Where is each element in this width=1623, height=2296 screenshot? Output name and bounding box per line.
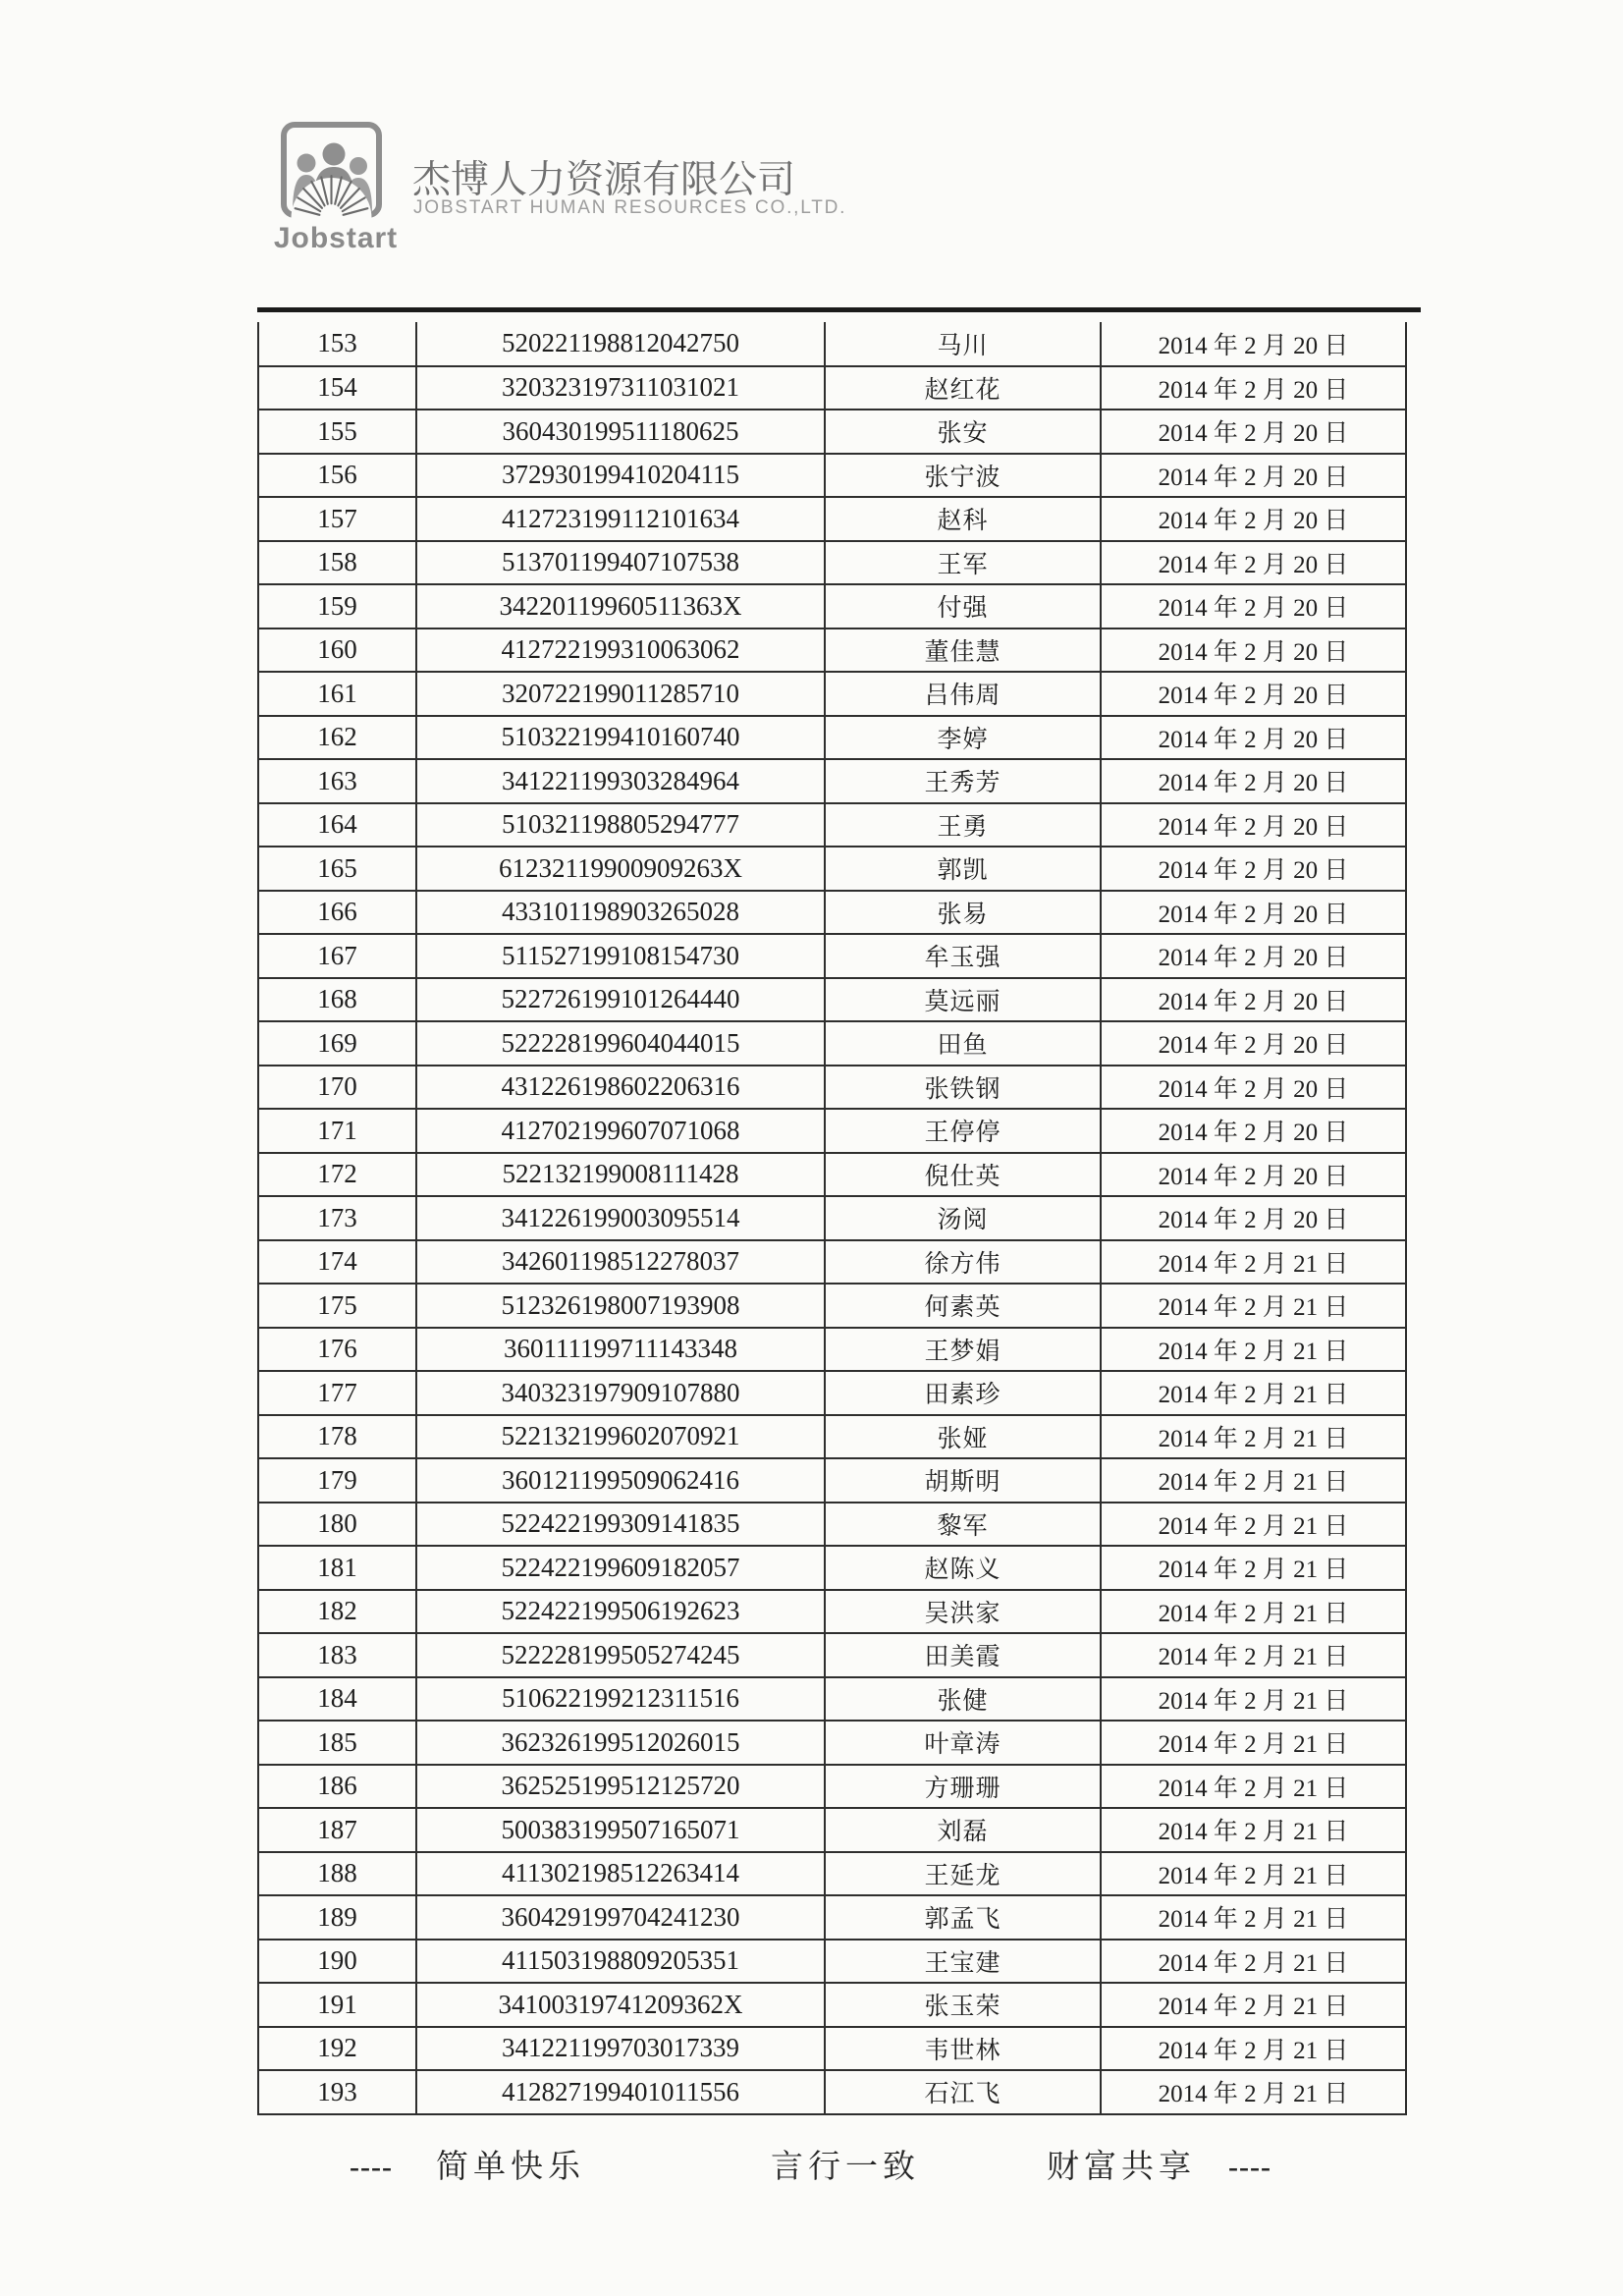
date-cell: 2014 年 2 月 21 日 — [1101, 1765, 1406, 1809]
table-row — [258, 1021, 1406, 1066]
row-number-cell: 181 — [258, 1546, 416, 1590]
row-number-cell: 171 — [258, 1109, 416, 1153]
name-cell: 刘磊 — [825, 1808, 1101, 1852]
table-row — [258, 1109, 1406, 1153]
name-cell: 王梦娟 — [825, 1328, 1101, 1372]
name-cell: 莫远丽 — [825, 978, 1101, 1022]
row-number-cell: 164 — [258, 803, 416, 847]
table-row — [258, 1633, 1406, 1677]
name-cell: 赵陈义 — [825, 1546, 1101, 1590]
id-number-cell: 362525199512125720 — [416, 1765, 825, 1809]
footer-dash-right: ---- — [1228, 2151, 1271, 2183]
row-number-cell: 190 — [258, 1940, 416, 1984]
row-number-cell: 169 — [258, 1021, 416, 1066]
name-cell: 方珊珊 — [825, 1765, 1101, 1809]
table-row — [258, 2027, 1406, 2071]
id-number-cell: 341221199703017339 — [416, 2027, 825, 2071]
date-cell: 2014 年 2 月 20 日 — [1101, 759, 1406, 803]
table-row — [258, 803, 1406, 847]
name-cell: 田素珍 — [825, 1371, 1101, 1415]
footer-slogan-3: 财富共享 — [1047, 2150, 1196, 2185]
id-number-cell: 34220119960511363X — [416, 584, 825, 629]
name-cell: 付强 — [825, 584, 1101, 629]
date-cell: 2014 年 2 月 21 日 — [1101, 1371, 1406, 1415]
table-row — [258, 1940, 1406, 1984]
date-cell: 2014 年 2 月 21 日 — [1101, 1852, 1406, 1896]
name-cell: 王勇 — [825, 803, 1101, 847]
row-number-cell: 155 — [258, 410, 416, 454]
date-cell: 2014 年 2 月 21 日 — [1101, 1503, 1406, 1547]
table-row — [258, 410, 1406, 454]
date-cell: 2014 年 2 月 20 日 — [1101, 891, 1406, 935]
company-name-en: JOBSTART HUMAN RESOURCES CO.,LTD. — [413, 197, 847, 218]
name-cell: 郭孟飞 — [825, 1895, 1101, 1940]
row-number-cell: 160 — [258, 629, 416, 673]
id-number-cell: 522228199505274245 — [416, 1633, 825, 1677]
table-row — [258, 1721, 1406, 1765]
row-number-cell: 163 — [258, 759, 416, 803]
date-cell: 2014 年 2 月 20 日 — [1101, 454, 1406, 498]
table-row — [258, 1590, 1406, 1634]
date-cell: 2014 年 2 月 20 日 — [1101, 629, 1406, 673]
date-cell: 2014 年 2 月 20 日 — [1101, 847, 1406, 891]
name-cell: 胡斯明 — [825, 1458, 1101, 1503]
footer-slogan-1: 简单快乐 — [436, 2150, 585, 2185]
date-cell: 2014 年 2 月 21 日 — [1101, 1940, 1406, 1984]
name-cell: 李婷 — [825, 716, 1101, 760]
id-number-cell: 341226199003095514 — [416, 1196, 825, 1240]
name-cell: 王宝建 — [825, 1940, 1101, 1984]
table-row — [258, 672, 1406, 716]
name-cell: 赵红花 — [825, 366, 1101, 410]
jobstart-logo-icon — [280, 121, 383, 219]
row-number-cell: 158 — [258, 541, 416, 585]
table-row — [258, 1983, 1406, 2027]
date-cell: 2014 年 2 月 20 日 — [1101, 803, 1406, 847]
table-row — [258, 847, 1406, 891]
id-number-cell: 522228199604044015 — [416, 1021, 825, 1066]
name-cell: 王秀芳 — [825, 759, 1101, 803]
footer-dash-left: ---- — [350, 2151, 393, 2183]
row-number-cell: 156 — [258, 454, 416, 498]
row-number-cell: 185 — [258, 1721, 416, 1765]
date-cell: 2014 年 2 月 20 日 — [1101, 716, 1406, 760]
id-number-cell: 510321198805294777 — [416, 803, 825, 847]
table-row — [258, 366, 1406, 410]
row-number-cell: 179 — [258, 1458, 416, 1503]
table-row — [258, 934, 1406, 978]
date-cell: 2014 年 2 月 20 日 — [1101, 410, 1406, 454]
id-number-cell: 522132199008111428 — [416, 1153, 825, 1197]
row-number-cell: 186 — [258, 1765, 416, 1809]
row-number-cell: 183 — [258, 1633, 416, 1677]
table-row — [258, 1284, 1406, 1328]
table-row — [258, 1328, 1406, 1372]
date-cell: 2014 年 2 月 20 日 — [1101, 366, 1406, 410]
table-row — [258, 716, 1406, 760]
id-number-cell: 510322199410160740 — [416, 716, 825, 760]
row-number-cell: 193 — [258, 2070, 416, 2114]
row-number-cell: 153 — [258, 322, 416, 366]
id-number-cell: 34100319741209362X — [416, 1983, 825, 2027]
row-number-cell: 161 — [258, 672, 416, 716]
table-row — [258, 1371, 1406, 1415]
table-row — [258, 759, 1406, 803]
name-cell: 韦世林 — [825, 2027, 1101, 2071]
company-name-zh: 杰博人力资源有限公司 — [412, 159, 796, 201]
date-cell: 2014 年 2 月 21 日 — [1101, 1284, 1406, 1328]
name-cell: 王延龙 — [825, 1852, 1101, 1896]
id-number-cell: 412827199401011556 — [416, 2070, 825, 2114]
name-cell: 牟玉强 — [825, 934, 1101, 978]
row-number-cell: 168 — [258, 978, 416, 1022]
date-cell: 2014 年 2 月 21 日 — [1101, 1633, 1406, 1677]
table-row — [258, 1153, 1406, 1197]
horizontal-rule — [257, 307, 1421, 312]
id-number-cell: 433101198903265028 — [416, 891, 825, 935]
table-row — [258, 1677, 1406, 1722]
name-cell: 张安 — [825, 410, 1101, 454]
table-row — [258, 541, 1406, 585]
row-number-cell: 165 — [258, 847, 416, 891]
table-row — [258, 497, 1406, 541]
id-number-cell: 362326199512026015 — [416, 1721, 825, 1765]
table-row — [258, 978, 1406, 1022]
name-cell: 王军 — [825, 541, 1101, 585]
name-cell: 赵科 — [825, 497, 1101, 541]
table-row — [258, 891, 1406, 935]
table-row — [258, 1415, 1406, 1459]
id-number-cell: 342601198512278037 — [416, 1240, 825, 1285]
id-number-cell: 341221199303284964 — [416, 759, 825, 803]
table-row — [258, 1808, 1406, 1852]
row-number-cell: 177 — [258, 1371, 416, 1415]
id-number-cell: 513701199407107538 — [416, 541, 825, 585]
row-number-cell: 167 — [258, 934, 416, 978]
row-number-cell: 176 — [258, 1328, 416, 1372]
date-cell: 2014 年 2 月 21 日 — [1101, 1458, 1406, 1503]
name-cell: 张铁钢 — [825, 1066, 1101, 1110]
date-cell: 2014 年 2 月 21 日 — [1101, 1415, 1406, 1459]
name-cell: 何素英 — [825, 1284, 1101, 1328]
row-number-cell: 184 — [258, 1677, 416, 1722]
id-number-cell: 522422199609182057 — [416, 1546, 825, 1590]
row-number-cell: 175 — [258, 1284, 416, 1328]
logo-wordmark: Jobstart — [273, 222, 399, 254]
date-cell: 2014 年 2 月 20 日 — [1101, 541, 1406, 585]
name-cell: 郭凯 — [825, 847, 1101, 891]
name-cell: 张易 — [825, 891, 1101, 935]
name-cell: 黎军 — [825, 1503, 1101, 1547]
date-cell: 2014 年 2 月 20 日 — [1101, 1196, 1406, 1240]
id-number-cell: 320323197311031021 — [416, 366, 825, 410]
date-cell: 2014 年 2 月 21 日 — [1101, 1721, 1406, 1765]
date-cell: 2014 年 2 月 20 日 — [1101, 1021, 1406, 1066]
id-number-cell: 522422199506192623 — [416, 1590, 825, 1634]
row-number-cell: 191 — [258, 1983, 416, 2027]
id-number-cell: 340323197909107880 — [416, 1371, 825, 1415]
date-cell: 2014 年 2 月 20 日 — [1101, 672, 1406, 716]
date-cell: 2014 年 2 月 20 日 — [1101, 1153, 1406, 1197]
table-row — [258, 1765, 1406, 1809]
date-cell: 2014 年 2 月 21 日 — [1101, 1808, 1406, 1852]
id-number-cell: 522422199309141835 — [416, 1503, 825, 1547]
roster-table — [257, 322, 1407, 2115]
table-row — [258, 1503, 1406, 1547]
name-cell: 张玉荣 — [825, 1983, 1101, 2027]
row-number-cell: 192 — [258, 2027, 416, 2071]
table-row — [258, 1196, 1406, 1240]
name-cell: 田鱼 — [825, 1021, 1101, 1066]
row-number-cell: 172 — [258, 1153, 416, 1197]
name-cell: 田美霞 — [825, 1633, 1101, 1677]
row-number-cell: 157 — [258, 497, 416, 541]
table-row — [258, 1458, 1406, 1503]
row-number-cell: 162 — [258, 716, 416, 760]
row-number-cell: 154 — [258, 366, 416, 410]
id-number-cell: 412722199310063062 — [416, 629, 825, 673]
id-number-cell: 520221198812042750 — [416, 322, 825, 366]
name-cell: 董佳慧 — [825, 629, 1101, 673]
footer-slogan-2: 言行一致 — [771, 2150, 920, 2185]
row-number-cell: 174 — [258, 1240, 416, 1285]
name-cell: 张娅 — [825, 1415, 1101, 1459]
name-cell: 石江飞 — [825, 2070, 1101, 2114]
name-cell: 汤阅 — [825, 1196, 1101, 1240]
table-row — [258, 1895, 1406, 1940]
id-number-cell: 500383199507165071 — [416, 1808, 825, 1852]
date-cell: 2014 年 2 月 21 日 — [1101, 1590, 1406, 1634]
date-cell: 2014 年 2 月 20 日 — [1101, 584, 1406, 629]
id-number-cell: 522726199101264440 — [416, 978, 825, 1022]
row-number-cell: 188 — [258, 1852, 416, 1896]
name-cell: 徐方伟 — [825, 1240, 1101, 1285]
name-cell: 叶章涛 — [825, 1721, 1101, 1765]
id-number-cell: 360111199711143348 — [416, 1328, 825, 1372]
date-cell: 2014 年 2 月 21 日 — [1101, 2070, 1406, 2114]
name-cell: 张健 — [825, 1677, 1101, 1722]
name-cell: 吕伟周 — [825, 672, 1101, 716]
id-number-cell: 372930199410204115 — [416, 454, 825, 498]
row-number-cell: 178 — [258, 1415, 416, 1459]
name-cell: 王停停 — [825, 1109, 1101, 1153]
row-number-cell: 187 — [258, 1808, 416, 1852]
row-number-cell: 173 — [258, 1196, 416, 1240]
date-cell: 2014 年 2 月 20 日 — [1101, 978, 1406, 1022]
row-number-cell: 182 — [258, 1590, 416, 1634]
date-cell: 2014 年 2 月 20 日 — [1101, 1066, 1406, 1110]
table-row — [258, 1852, 1406, 1896]
name-cell: 马川 — [825, 322, 1101, 366]
id-number-cell: 411503198809205351 — [416, 1940, 825, 1984]
row-number-cell: 189 — [258, 1895, 416, 1940]
id-number-cell: 412723199112101634 — [416, 497, 825, 541]
table-row — [258, 1546, 1406, 1590]
id-number-cell: 431226198602206316 — [416, 1066, 825, 1110]
row-number-cell: 166 — [258, 891, 416, 935]
id-number-cell: 511527199108154730 — [416, 934, 825, 978]
date-cell: 2014 年 2 月 21 日 — [1101, 1983, 1406, 2027]
table-row — [258, 322, 1406, 366]
name-cell: 张宁波 — [825, 454, 1101, 498]
date-cell: 2014 年 2 月 21 日 — [1101, 1677, 1406, 1722]
date-cell: 2014 年 2 月 20 日 — [1101, 322, 1406, 366]
table-row — [258, 584, 1406, 629]
row-number-cell: 180 — [258, 1503, 416, 1547]
date-cell: 2014 年 2 月 21 日 — [1101, 1328, 1406, 1372]
name-cell: 吴洪家 — [825, 1590, 1101, 1634]
table-row — [258, 1240, 1406, 1285]
table-row — [258, 2070, 1406, 2114]
id-number-cell: 512326198007193908 — [416, 1284, 825, 1328]
table-row — [258, 454, 1406, 498]
date-cell: 2014 年 2 月 20 日 — [1101, 934, 1406, 978]
date-cell: 2014 年 2 月 21 日 — [1101, 1546, 1406, 1590]
id-number-cell: 61232119900909263X — [416, 847, 825, 891]
id-number-cell: 510622199212311516 — [416, 1677, 825, 1722]
date-cell: 2014 年 2 月 21 日 — [1101, 1895, 1406, 1940]
id-number-cell: 320722199011285710 — [416, 672, 825, 716]
row-number-cell: 159 — [258, 584, 416, 629]
name-cell: 倪仕英 — [825, 1153, 1101, 1197]
date-cell: 2014 年 2 月 20 日 — [1101, 497, 1406, 541]
id-number-cell: 360429199704241230 — [416, 1895, 825, 1940]
date-cell: 2014 年 2 月 21 日 — [1101, 2027, 1406, 2071]
date-cell: 2014 年 2 月 20 日 — [1101, 1109, 1406, 1153]
id-number-cell: 360121199509062416 — [416, 1458, 825, 1503]
table-row — [258, 1066, 1406, 1110]
date-cell: 2014 年 2 月 21 日 — [1101, 1240, 1406, 1285]
id-number-cell: 412702199607071068 — [416, 1109, 825, 1153]
row-number-cell: 170 — [258, 1066, 416, 1110]
id-number-cell: 360430199511180625 — [416, 410, 825, 454]
table-row — [258, 629, 1406, 673]
id-number-cell: 522132199602070921 — [416, 1415, 825, 1459]
id-number-cell: 411302198512263414 — [416, 1852, 825, 1896]
